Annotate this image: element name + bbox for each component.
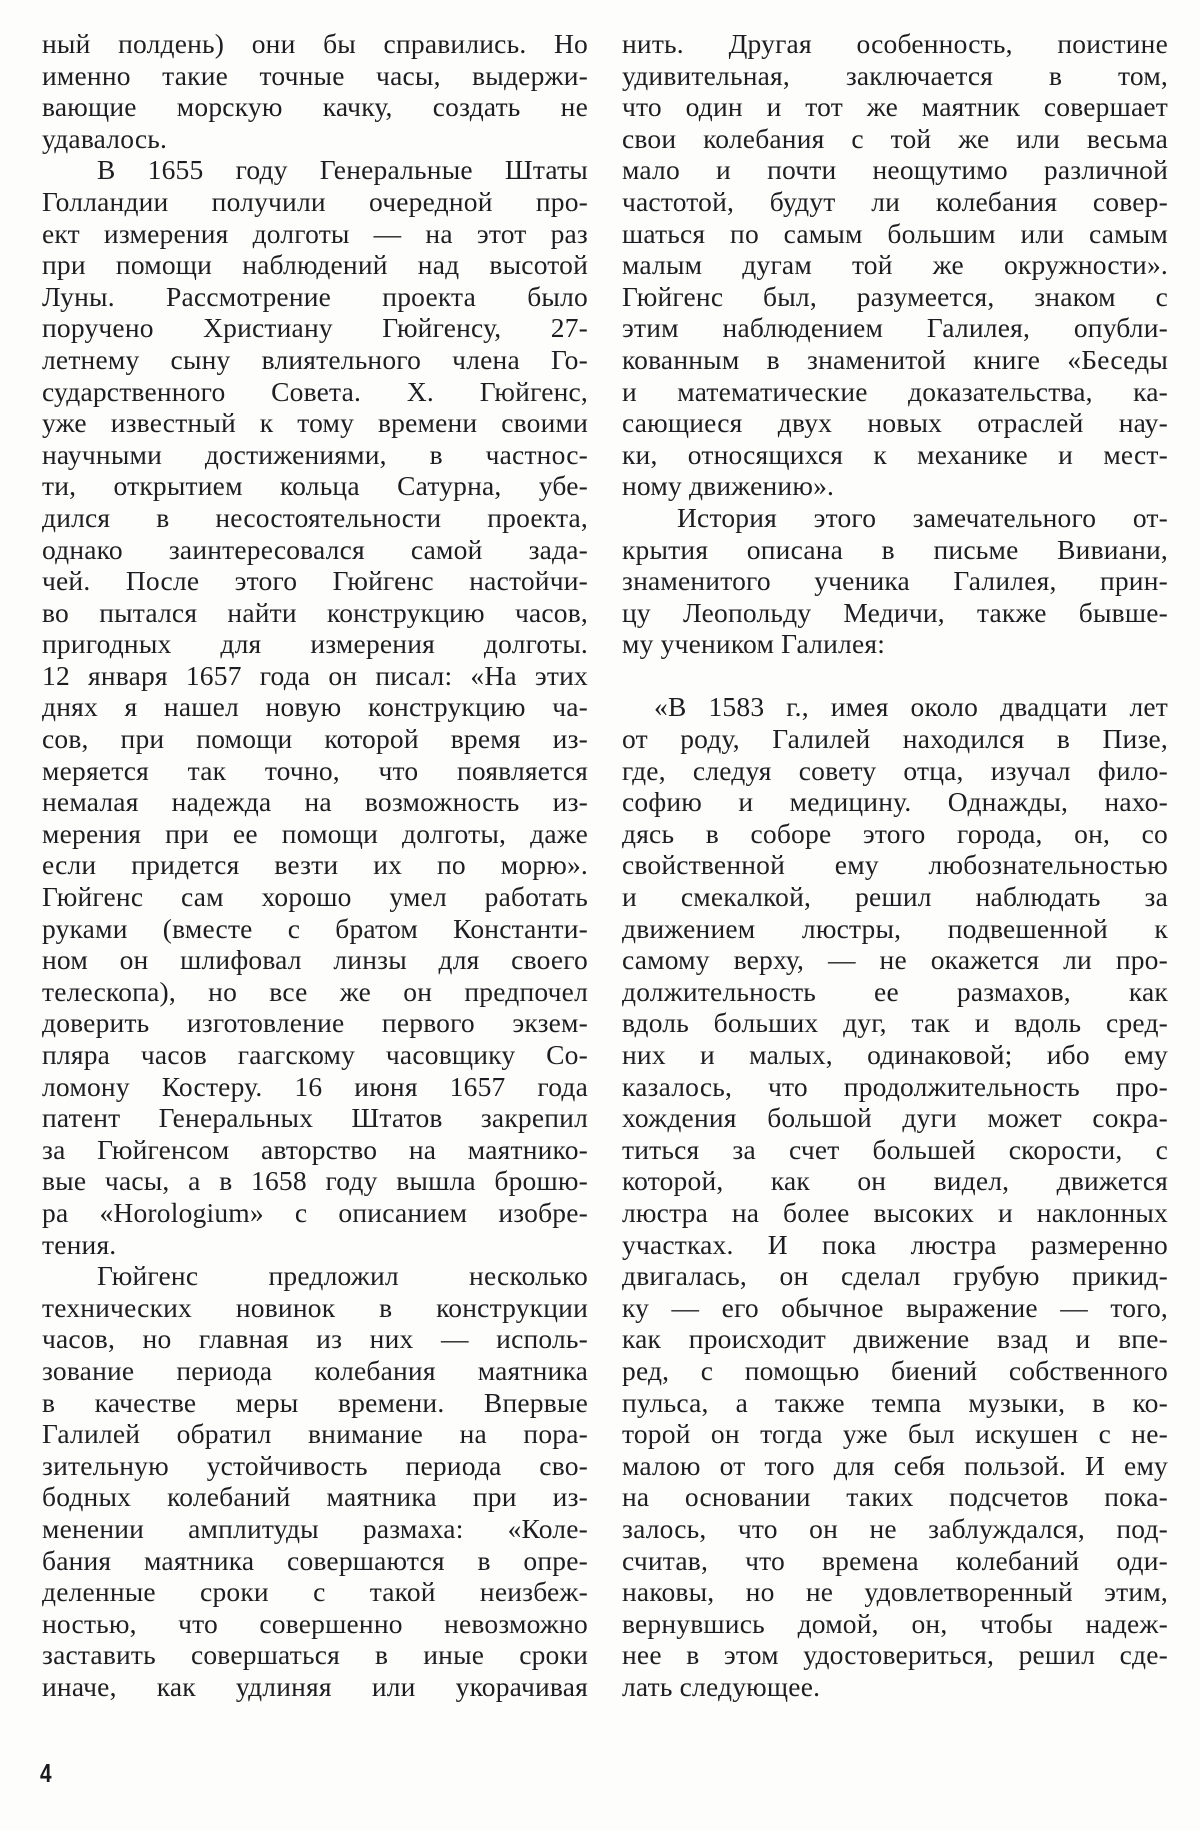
text-line: телескопа), но все же он предпочел (42, 975, 588, 1007)
text-line: удивительная, заключается в том, (622, 59, 1168, 91)
text-line: люстра на более высоких и наклонных (622, 1196, 1168, 1228)
text-line: движением люстры, подвешенной к (622, 912, 1168, 944)
text-line: бания маятника совершаются в опре- (42, 1544, 588, 1576)
text-line: именно такие точные часы, выдержи- (42, 59, 588, 91)
text-line: этим наблюдением Галилея, опубли- (622, 312, 1168, 344)
text-line: торой он тогда уже был искушен с не- (622, 1418, 1168, 1450)
text-line: ном он шлифовал линзы для своего (42, 944, 588, 976)
text-line: 12 января 1657 года он писал: «На этих (42, 659, 588, 691)
text-line: патент Генеральных Штатов закрепил (42, 1102, 588, 1134)
text-line: немалая надежда на возможность из- (42, 786, 588, 818)
text-line: что один и тот же маятник совершает (622, 91, 1168, 123)
text-line: наковы, но не удовлетворенный этим, (622, 1576, 1168, 1608)
text-line: иначе, как удлиняя или укорачивая (42, 1670, 588, 1702)
text-line: пульса, а также темпа музыки, в ко- (622, 1386, 1168, 1418)
text-line: ностью, что совершенно невозможно (42, 1607, 588, 1639)
text-line: сов, при помощи которой время из- (42, 723, 588, 755)
text-line: цу Леопольду Медичи, также бывше- (622, 596, 1168, 628)
text-line: доверить изготовление первого экзем- (42, 1007, 588, 1039)
text-line: Гюйгенс сам хорошо умел работать (42, 881, 588, 913)
text-line: менении амплитуды размаха: «Коле- (42, 1512, 588, 1544)
text-line: лать следующее. (622, 1670, 821, 1702)
text-line: пляра часов гаагскому часовщику Со- (42, 1039, 588, 1070)
text-line: ки, относящихся к механике и мест- (622, 438, 1168, 470)
text-line: дясь в соборе этого города, он, со (622, 817, 1168, 849)
text-line: на основании таких подсчетов пока- (622, 1481, 1168, 1513)
text-line: частотой, будут ли колебания совер- (622, 185, 1168, 217)
text-line: дился в несостоятельности проекта, (42, 501, 588, 533)
text-line: свойственной ему любознательностью (622, 849, 1168, 881)
text-line: Галилей обратил внимание на пора- (42, 1418, 588, 1450)
text-line: уже известный к тому времени своими (42, 407, 588, 439)
page-number: 4 (40, 1758, 52, 1788)
text-line: в качестве меры времени. Впервые (42, 1386, 588, 1418)
text-line: технических новинок в конструкции (42, 1291, 588, 1323)
text-line: днях я нашел новую конструкцию ча- (42, 691, 588, 723)
text-line: считав, что времена колебаний оди- (622, 1544, 1168, 1576)
text-line: удавалось. (42, 122, 168, 154)
text-line: хождения большой дуги может сокра- (622, 1102, 1168, 1134)
text-line: деленные сроки с такой неизбеж- (42, 1576, 588, 1608)
text-line: во пытался найти конструкцию часов, (42, 596, 588, 628)
text-line: нее в этом удостовериться, решил сде- (622, 1639, 1168, 1671)
text-line: залось, что он не заблуждался, под- (622, 1512, 1168, 1544)
text-line: ти, открытием кольца Сатурна, убе- (42, 470, 588, 502)
text-line: поручено Христиану Гюйгенсу, 27- (42, 312, 588, 344)
text-line: мало и почти неощутимо различной (622, 154, 1168, 186)
text-line: участках. И пока люстра размеренно (622, 1228, 1168, 1260)
text-line: при помощи наблюдений над высотой (42, 249, 588, 281)
text-line: самому верху, — не окажется ли про- (622, 944, 1168, 976)
text-line: Луны. Рассмотрение проекта было (42, 280, 588, 312)
text-line: часов, но главная из них — исполь- (42, 1323, 588, 1355)
text-line: сударственного Совета. Х. Гюйгенс, (42, 375, 588, 407)
text-line: вдоль больших дуг, так и вдоль сред- (622, 1007, 1168, 1039)
text-line: и математические доказательства, ка- (622, 375, 1168, 407)
text-line: чей. После этого Гюйгенс настойчи- (42, 565, 588, 597)
text-line: нить. Другая особенность, поистине (622, 28, 1168, 59)
text-line: тения. (42, 1228, 117, 1260)
text-line: ломону Костеру. 16 июня 1657 года (42, 1070, 588, 1102)
text-line: однако заинтересовался самой зада- (42, 533, 588, 565)
text-line: свои колебания с той же или весьма (622, 122, 1168, 154)
text-line: ку — его обычное выражение — того, (622, 1291, 1168, 1323)
text-line: «В 1583 г., имея около двадцати лет (654, 691, 1168, 723)
text-line: малою от того для себя пользой. И ему (622, 1449, 1168, 1481)
text-line: заставить совершаться в иные сроки (42, 1639, 588, 1671)
text-line: Гюйгенс предложил несколько (97, 1260, 588, 1292)
text-line: кованным в знаменитой книге «Беседы (622, 343, 1168, 375)
left-text-column (42, 28, 588, 1702)
text-line: летнему сыну влиятельного члена Го- (42, 343, 588, 375)
text-line: ный полдень) они бы справились. Но (42, 28, 588, 59)
text-line: и смекалкой, решил наблюдать за (622, 881, 1168, 913)
text-line: бодных колебаний маятника при из- (42, 1481, 588, 1513)
text-line: Голландии получили очередной про- (42, 185, 588, 217)
text-line: вые часы, а в 1658 году вышла брошю- (42, 1165, 588, 1197)
text-line: История этого замечательного от- (677, 501, 1168, 533)
text-line: если придется везти их по морю». (42, 849, 588, 881)
text-line: вернувшись домой, он, чтобы надеж- (622, 1607, 1168, 1639)
text-line: зование периода колебания маятника (42, 1354, 588, 1386)
text-line: от роду, Галилей находился в Пизе, (622, 723, 1168, 755)
text-line: му учеником Галилея: (622, 628, 886, 660)
text-line: как происходит движение взад и впе- (622, 1323, 1168, 1355)
text-line: вающие морскую качку, создать не (42, 91, 588, 123)
text-line: двигалась, он сделал грубую прикид- (622, 1260, 1168, 1292)
text-line: ред, с помощью биений собственного (622, 1354, 1168, 1386)
text-line: мерения при ее помощи долготы, даже (42, 817, 588, 849)
text-line: меряется так точно, что появляется (42, 754, 588, 786)
text-line: которой, как он видел, движется (622, 1165, 1168, 1197)
text-line: ект измерения долготы — на этот раз (42, 217, 588, 249)
text-line: В 1655 году Генеральные Штаты (97, 154, 588, 186)
text-line: них и малых, одинаковой; ибо ему (622, 1039, 1168, 1070)
text-line: казалось, что продолжительность про- (622, 1070, 1168, 1102)
text-line: за Гюйгенсом авторство на маятнико- (42, 1133, 588, 1165)
text-line: Гюйгенс был, разумеется, знаком с (622, 280, 1168, 312)
text-line: малым дугам той же окружности». (622, 249, 1168, 281)
text-line: ному движению». (622, 470, 835, 502)
text-line: ра «Horologium» с описанием изобре- (42, 1196, 588, 1228)
text-line: сающиеся двух новых отраслей нау- (622, 407, 1168, 439)
text-line: софию и медицину. Однажды, нахо- (622, 786, 1168, 818)
text-line: крытия описана в письме Вивиани, (622, 533, 1168, 565)
text-line: где, следуя совету отца, изучал фило- (622, 754, 1168, 786)
text-line: титься за счет большей скорости, с (622, 1133, 1168, 1165)
text-line: шаться по самым большим или самым (622, 217, 1168, 249)
text-line: научными достижениями, в частнос- (42, 438, 588, 470)
text-line: должительность ее размахов, как (622, 975, 1168, 1007)
text-line: руками (вместе с братом Константи- (42, 912, 588, 944)
right-text-column (622, 28, 1168, 1702)
text-line: пригодных для измерения долготы. (42, 628, 588, 660)
paragraph-gap (622, 660, 1168, 692)
text-line: знаменитого ученика Галилея, прин- (622, 565, 1168, 597)
text-line: зительную устойчивость периода сво- (42, 1449, 588, 1481)
